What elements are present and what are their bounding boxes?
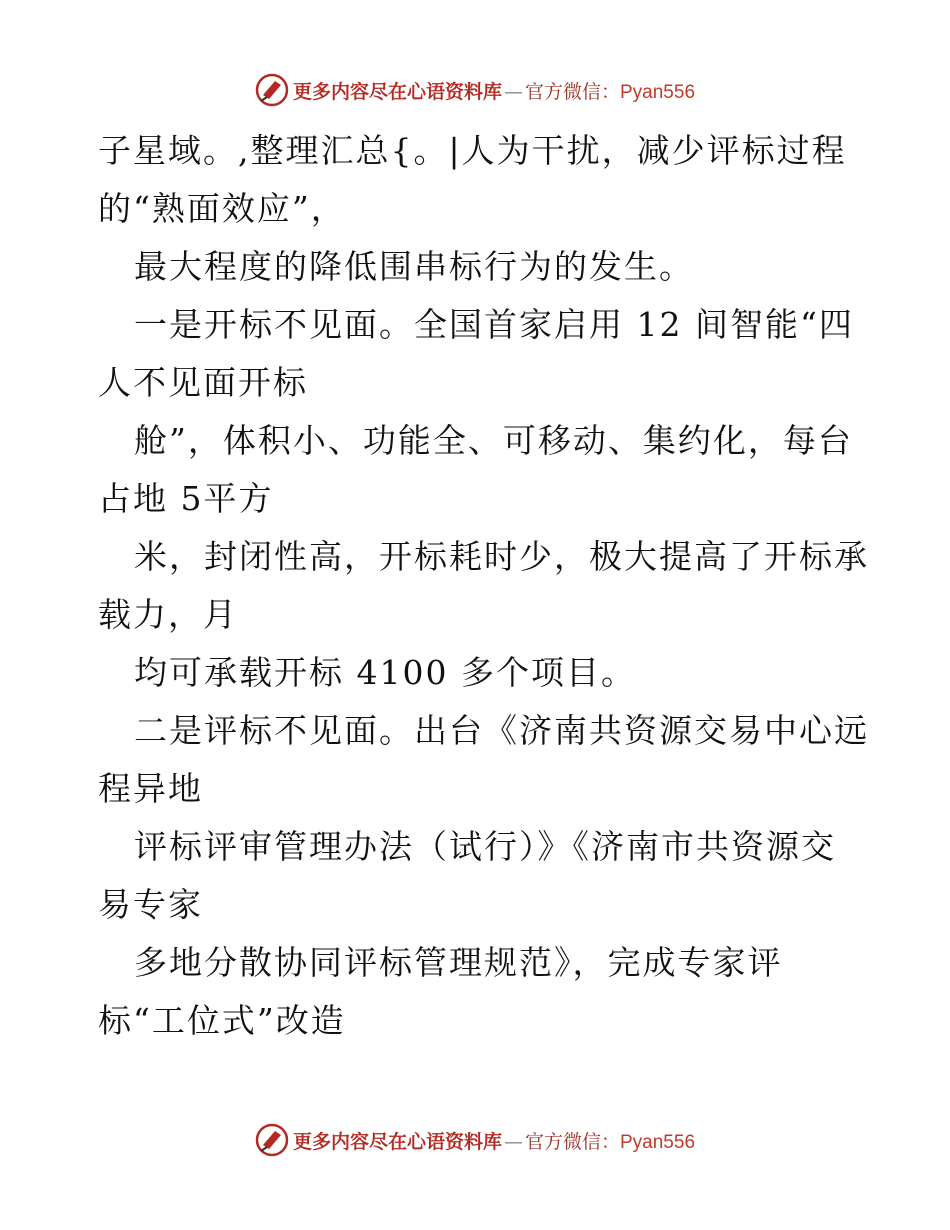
body-line: 评标评审管理办法（试行）》《济南市共资源交 [134, 827, 836, 866]
footer-banner-id: Pyan556 [620, 1131, 696, 1153]
body-line: 标“工位式”改造 [98, 1001, 346, 1040]
body-line: 一是开标不见面。全国首家启用 12 间智能“四 [134, 305, 854, 344]
header-banner-wechat: 官方微信： [524, 80, 620, 103]
body-line: 程异地 [98, 769, 203, 808]
body-line: 均可承载开标 4100 多个项目。 [134, 653, 636, 692]
body-line: 多地分散协同评标管理规范》，完成专家评 [134, 943, 783, 982]
body-line: 子星域。,整理汇总{。|人为干扰，减少评标过程 [98, 131, 847, 170]
body-line: 最大程度的降低围串标行为的发生。 [134, 247, 694, 286]
footer-banner [0, 1120, 950, 1160]
footer-banner-main: 更多内容尽在心语资料库 [292, 1130, 502, 1153]
body-line: 人不见面开标 [98, 363, 308, 402]
body-line: 的“熟面效应”， [98, 189, 346, 228]
logo-icon [255, 73, 289, 107]
body-line: 易专家 [98, 885, 203, 924]
body-line: 占地 5平方 [98, 479, 274, 518]
body-line: 二是评标不见面。出台《济南共资源交易中心远 [134, 711, 869, 750]
body-line: 舱”，体积小、功能全、可移动、集约化，每台 [134, 421, 853, 460]
footer-banner-text [293, 1127, 695, 1154]
body-line: 米，封闭性高，开标耗时少，极大提高了开标承 [134, 537, 869, 576]
header-banner-id: Pyan556 [620, 81, 696, 103]
header-banner-text [293, 77, 695, 104]
header-banner [0, 70, 950, 110]
body-line: 载力，月 [98, 595, 238, 634]
logo-icon [255, 1123, 289, 1157]
footer-banner-dash: — [503, 1130, 523, 1153]
document-body [98, 122, 868, 1050]
footer-banner-wechat: 官方微信： [524, 1130, 620, 1153]
header-banner-dash: — [503, 80, 523, 103]
header-banner-main: 更多内容尽在心语资料库 [292, 80, 502, 103]
